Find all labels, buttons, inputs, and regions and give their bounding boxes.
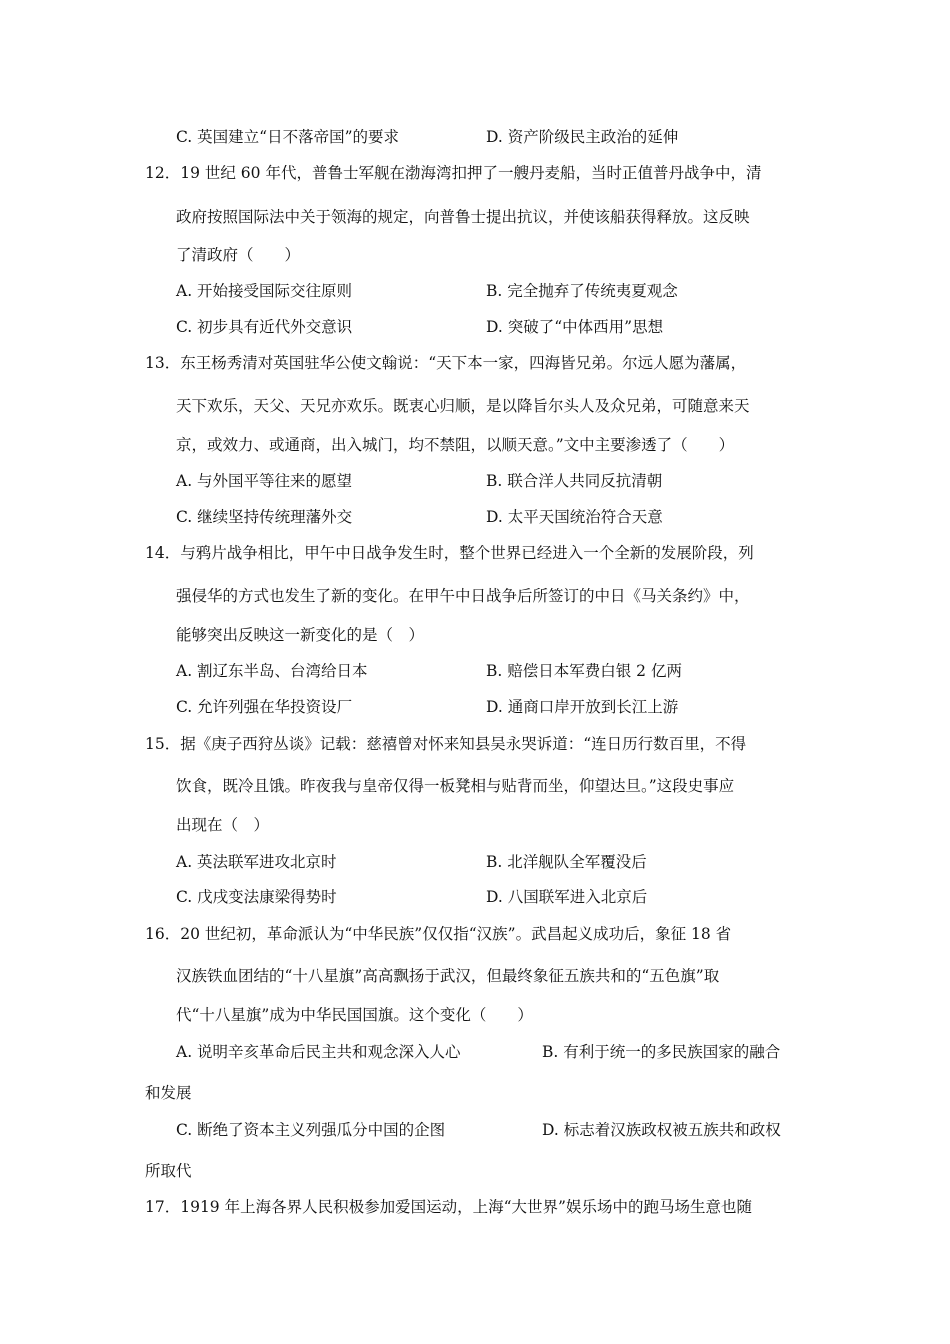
q12-option-a: A. 开始接受国际交往原则: [176, 282, 353, 300]
q15-option-c: C. 戊戌变法康梁得势时: [176, 888, 337, 906]
q12-stem-line2: 政府按照国际法中关于领海的规定，向普鲁士提出抗议，并使该船获得释放。这反映: [176, 208, 750, 226]
q14-option-a: A. 割辽东半岛、台湾给日本: [176, 662, 368, 680]
q15-stem-line2: 饮食，既冷且饿。昨夜我与皇帝仅得一板凳相与贴背而坐，仰望达旦。”这段史事应: [176, 777, 735, 795]
q13-stem-line2: 天下欢乐，天父、天兄亦欢乐。既衷心归顺，是以降旨尔头人及众兄弟，可随意来天: [176, 397, 750, 415]
q16-option-d-wrap: 所取代: [145, 1162, 192, 1180]
q16-stem-line1: 16．20 世纪初，革命派认为“中华民族”仅仅指“汉族”。武昌起义成功后，象征 18 省: [145, 925, 732, 943]
q15-option-b: B. 北洋舰队全军覆没后: [486, 853, 647, 871]
q12-option-b: B. 完全抛弃了传统夷夏观念: [486, 282, 678, 300]
q14-option-c: C. 允许列强在华投资设厂: [176, 698, 353, 716]
q16-option-b: B. 有利于统一的多民族国家的融合: [542, 1043, 781, 1061]
q15-stem-line1: 15．据《庚子西狩丛谈》记载：慈禧曾对怀来知县吴永哭诉道：“连日历行数百里，不得: [145, 735, 747, 753]
q14-stem-line3: 能够突出反映这一新变化的是（ ）: [176, 626, 425, 644]
q16-option-d: D. 标志着汉族政权被五族共和政权: [542, 1121, 781, 1139]
q13-stem-line1: 13．东王杨秀清对英国驻华公使文翰说：“天下本一家，四海皆兄弟。尔远人愿为藩属，: [145, 354, 747, 372]
q13-option-d: D. 太平天国统治符合天意: [486, 508, 663, 526]
q12-option-c: C. 初步具有近代外交意识: [176, 318, 353, 336]
q14-option-d: D. 通商口岸开放到长江上游: [486, 698, 679, 716]
q12-stem-line3: 了清政府（ ）: [176, 246, 301, 264]
q15-option-d: D. 八国联军进入北京后: [486, 888, 648, 906]
q14-option-b: B. 赔偿日本军费白银 2 亿两: [486, 662, 682, 680]
q13-option-b: B. 联合洋人共同反抗清朝: [486, 472, 663, 490]
q16-option-b-wrap: 和发展: [145, 1084, 192, 1102]
q14-stem-line1: 14．与鸦片战争相比，甲午中日战争发生时，整个世界已经进入一个全新的发展阶段，列: [145, 544, 754, 562]
q11-option-c: C. 英国建立“日不落帝国”的要求: [176, 128, 400, 146]
q12-stem-line1: 12．19 世纪 60 年代，普鲁士军舰在渤海湾扣押了一艘丹麦船，当时正值普丹战争中，清: [145, 164, 762, 182]
q14-stem-line2: 强侵华的方式也发生了新的变化。在甲午中日战争后所签订的中日《马关条约》中，: [176, 587, 750, 605]
q11-option-d: D. 资产阶级民主政治的延伸: [486, 128, 679, 146]
q17-stem-line1: 17．1919 年上海各界人民积极参加爱国运动，上海“大世界”娱乐场中的跑马场生意也随: [145, 1198, 752, 1216]
q15-stem-line3: 出现在（ ）: [176, 816, 270, 834]
q13-option-c: C. 继续坚持传统理藩外交: [176, 508, 353, 526]
q13-option-a: A. 与外国平等往来的愿望: [176, 472, 353, 490]
q16-stem-line3: 代“十八星旗”成为中华民国国旗。这个变化（ ）: [176, 1006, 533, 1024]
q16-stem-line2: 汉族铁血团结的“十八星旗”高高飘扬于武汉，但最终象征五族共和的“五色旗”取: [176, 967, 720, 985]
q13-stem-line3: 京，或效力、或通商，出入城门，均不禁阻，以顺天意。”文中主要渗透了（ ）: [176, 436, 735, 454]
q15-option-a: A. 英法联军进攻北京时: [176, 853, 337, 871]
q16-option-c: C. 断绝了资本主义列强瓜分中国的企图: [176, 1121, 446, 1139]
q16-option-a: A. 说明辛亥革命后民主共和观念深入人心: [176, 1043, 461, 1061]
q12-option-d: D. 突破了“中体西用”思想: [486, 318, 664, 336]
